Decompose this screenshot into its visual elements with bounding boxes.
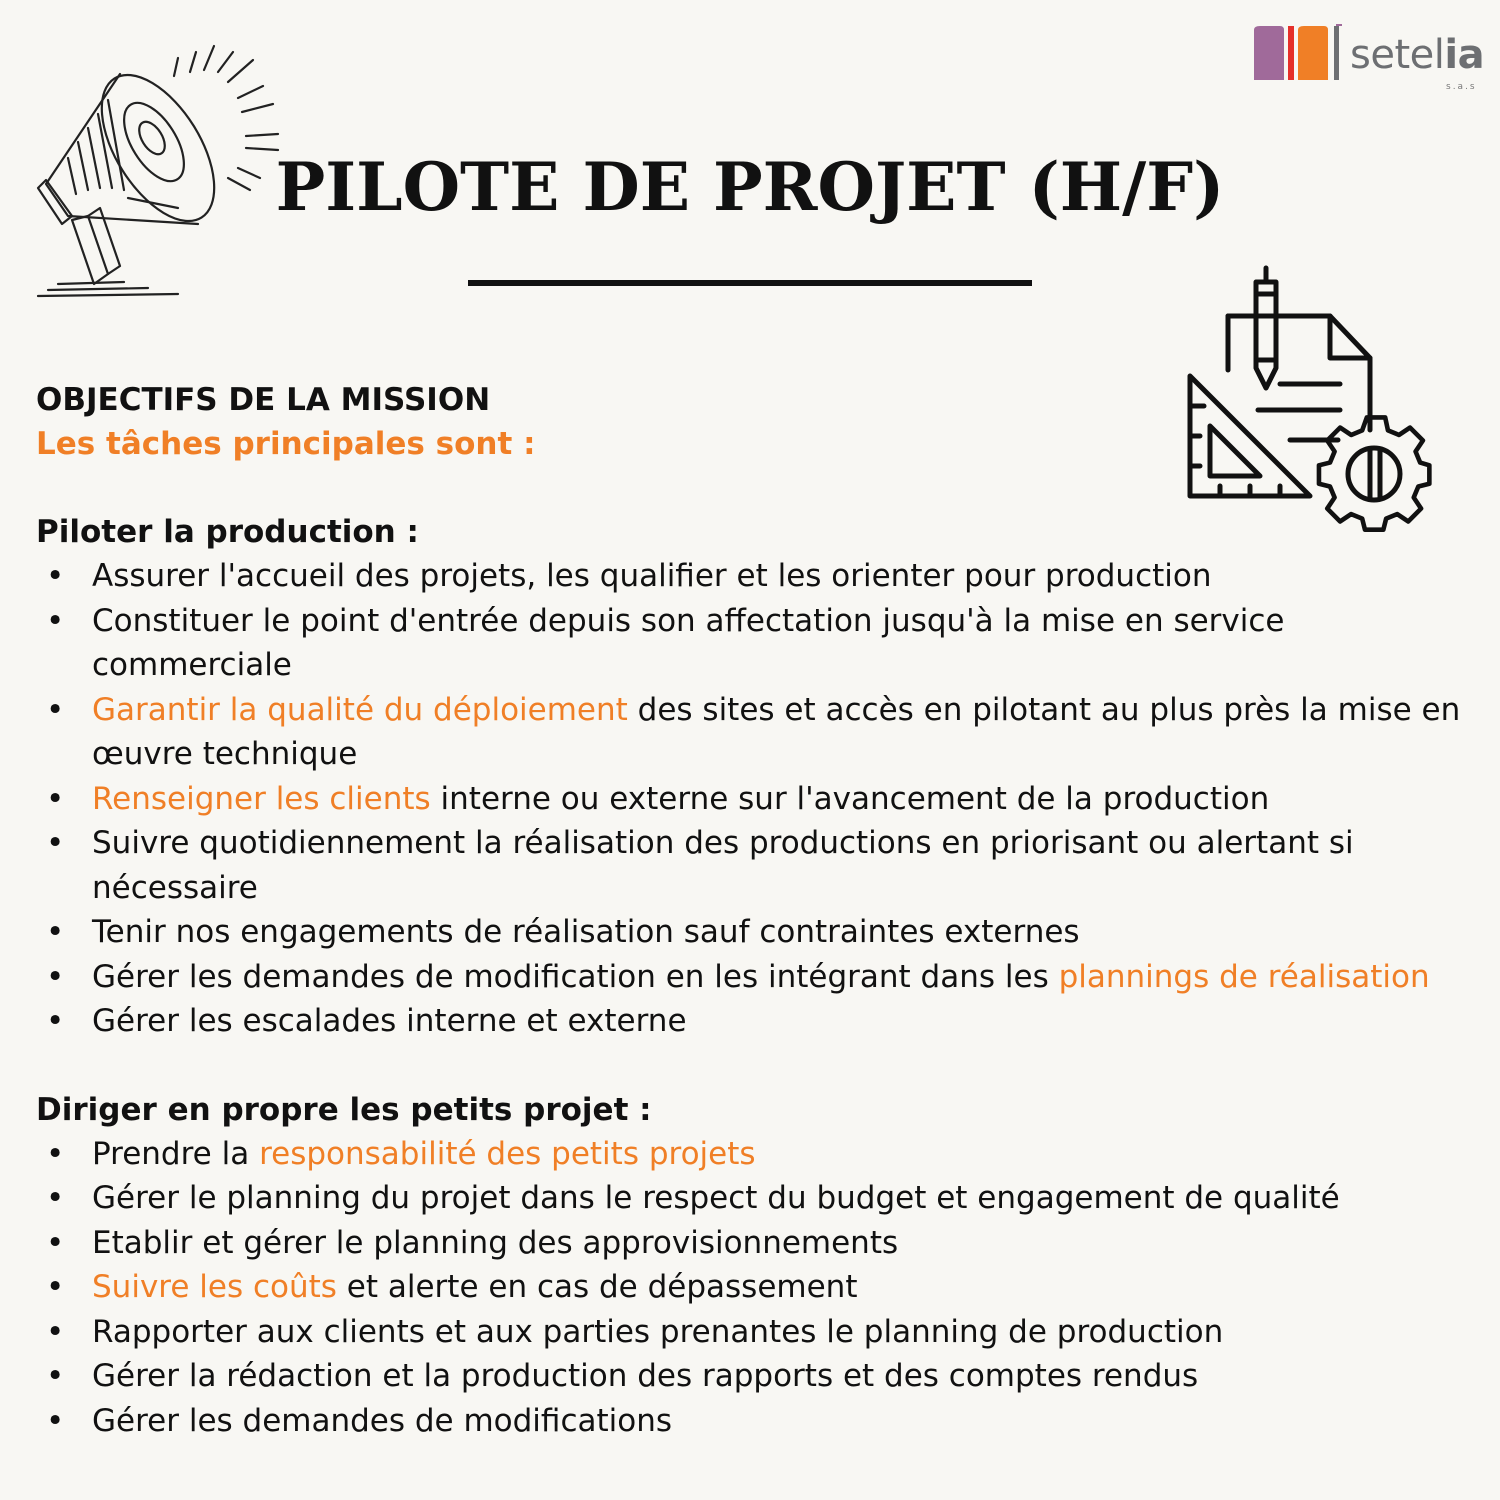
list-item: • Suivre quotidiennement la réalisation des productions en priorisant ou alertant si nécessaire — [36, 821, 1466, 910]
list-item: • Gérer le planning du projet dans le respect du budget et engagement de qualité — [36, 1176, 1466, 1221]
list-item: • Rapporter aux clients et aux parties prenantes le planning de production — [36, 1310, 1466, 1355]
list-item: • Gérer les escalades interne et externe — [36, 999, 1466, 1044]
list-item: • Tenir nos engagements de réalisation sauf contraintes externes — [36, 910, 1466, 955]
list-item: • Constituer le point d'entrée depuis son affectation jusqu'à la mise en service commerciale — [36, 599, 1466, 688]
logo-word: setelia — [1350, 32, 1485, 78]
list-item: • Renseigner les clients interne ou externe sur l'avancement de la production — [36, 777, 1466, 822]
page-title: PILOTE DE PROJET (H/F) — [275, 148, 1225, 226]
setelia-logo — [1250, 24, 1490, 96]
logo-bars-icon — [1250, 24, 1360, 88]
list-item: • Assurer l'accueil des projets, les qualifier et les orienter pour production — [36, 554, 1466, 599]
list-item: • Suivre les coûts et alerte en cas de dépassement — [36, 1265, 1466, 1310]
title-underline — [468, 280, 1032, 286]
list-item: • Gérer les demandes de modifications — [36, 1399, 1466, 1444]
list-item: • Gérer les demandes de modification en les intégrant dans les plannings de réalisation — [36, 955, 1466, 1000]
small-projects-task-list — [36, 1132, 1466, 1444]
list-item: • Garantir la qualité du déploiement des sites et accès en pilotant au plus près la mise en œuvre technique — [36, 688, 1466, 777]
section-title-small-projects: Diriger en propre les petits projet : — [36, 1091, 652, 1128]
logo-suffix: s.a.s — [1446, 82, 1477, 92]
list-item: • Gérer la rédaction et la production des rapports et des comptes rendus — [36, 1354, 1466, 1399]
list-item: • Etablir et gérer le planning des approvisionnements — [36, 1221, 1466, 1266]
mission-heading: OBJECTIFS DE LA MISSION — [36, 382, 491, 418]
production-task-list — [36, 554, 1466, 1044]
list-item: • Prendre la responsabilité des petits projets — [36, 1132, 1466, 1177]
section-title-production: Piloter la production : — [36, 514, 419, 550]
mission-content — [36, 378, 1466, 1443]
mission-subheading: Les tâches principales sont : — [36, 426, 536, 462]
